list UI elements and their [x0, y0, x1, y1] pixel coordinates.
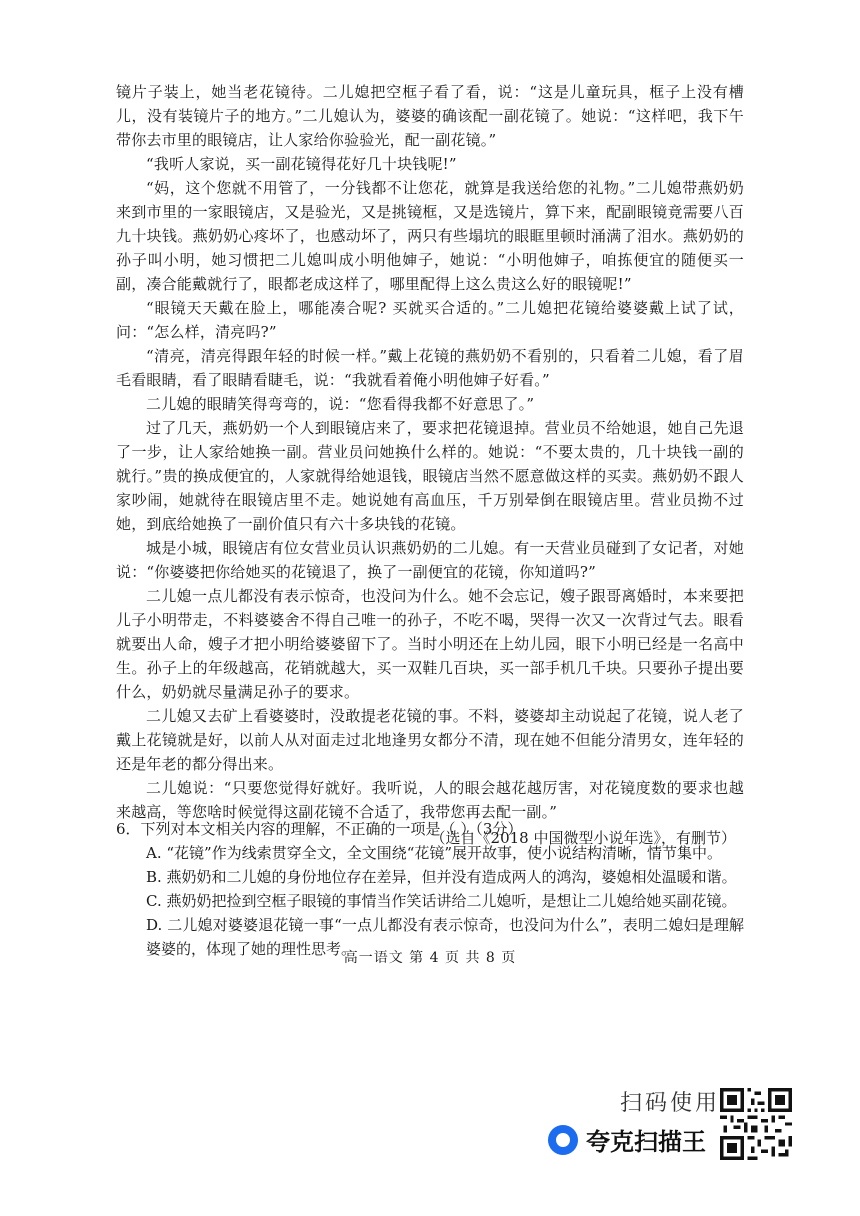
quark-logo-icon	[548, 1125, 578, 1155]
scan-label: 扫码使用	[620, 1091, 721, 1116]
paragraph-10: 二儿媳又去矿上看婆婆时，没敢提老花镜的事。不料，婆婆却主动说起了花镜，说人老了戴上花镜就是好，以前人从对面走过北地逢男女都分不清，现在她不但能分清男女，连年轻的还是年老的都分得出来。	[116, 707, 744, 773]
brand-name: 夸克扫描王	[586, 1128, 706, 1156]
option-a: A. “花镜”作为线索贯穿全文，全文围绕“花镜”展开故事，使小说结构清晰，情节集中。	[146, 844, 723, 862]
paragraph-1: 镜片子装上，她当老花镜待。二儿媳把空框子看了看，说：“这是儿童玩具，框子上没有槽儿，没有装镜片子的地方。”二儿媳认为，婆婆的确该配一副花镜了。她说：“这样吧，我下午带你去市里的眼镜店，让人家给你验验光，配一副花镜。”	[116, 83, 744, 149]
question-6	[116, 817, 744, 961]
story-text	[116, 80, 744, 850]
qr-code-icon[interactable]	[720, 1088, 792, 1160]
paragraph-5: “清亮，清亮得跟年轻的时候一样。”戴上花镜的燕奶奶不看别的，只看着二儿媳，看了眉毛看眼睛，看了眼睛看睫毛，说：“我就看着俺小明他婶子好看。”	[116, 347, 744, 389]
option-b: B. 燕奶奶和二儿媳的身份地位存在差异，但并没有造成两人的鸿沟，婆媳相处温暖和谐。	[146, 868, 737, 886]
option-c: C. 燕奶奶把捡到空框子眼镜的事情当作笑话讲给二儿媳听，是想让二儿媳给她买副花镜。	[146, 892, 737, 910]
scanner-brand	[548, 1122, 706, 1157]
paragraph-3: “妈，这个您就不用管了，一分钱都不让您花，就算是我送给您的礼物。”二儿媳带燕奶奶来到市里的一家眼镜店，又是验光，又是挑镜框，又是选镜片，算下来，配副眼镜竟需要八百九十块钱。燕奶奶心疼坏了，也感动坏了，两只有些塌坑的眼眶里顿时涌满了泪水。燕奶奶的孙子叫小明，她习惯把二儿媳叫成小明他婶子，她说：“小明他婶子，咱拣便宜的随便买一副，凑合能戴就行了，眼都老成这样了，哪里配得上这么贵这么好的眼镜呢!”	[116, 179, 744, 293]
source-note: （选自《2018 中国微型小说年选》，有删节）	[430, 829, 736, 847]
paragraph-11: 二儿媳说：“只要您觉得好就好。我听说，人的眼会越花越厉害，对花镜度数的要求也越来越高，等您啥时候觉得这副花镜不合适了，我带您再去配一副。”	[116, 779, 744, 821]
paragraph-8: 城是小城，眼镜店有位女营业员认识燕奶奶的二儿媳。有一天营业员碰到了女记者，对她说：“你婆婆把你给她买的花镜退了，换了一副便宜的花镜，你知道吗?”	[116, 539, 744, 581]
paragraph-6: 二儿媳的眼睛笑得弯弯的，说：“您看得我都不好意思了。”	[146, 395, 535, 413]
question-stem: 6．下列对本文相关内容的理解，不正确的一项是（ ）（3分）	[116, 820, 523, 838]
page-footer: 高一语文 第 4 页 共 8 页	[343, 950, 517, 966]
paragraph-2: “我听人家说，买一副花镜得花好几十块钱呢!”	[146, 155, 457, 173]
paragraph-9: 二儿媳一点儿都没有表示惊奇，也没问为什么。她不会忘记，嫂子跟哥离婚时，本来要把儿子小明带走，不料婆婆舍不得自己唯一的孙子，不吃不喝，哭得一次又一次背过气去。眼看就要出人命，嫂子才把小明给婆婆留下了。当时小明还在上幼儿园，眼下小明已经是一名高中生。孙子上的年级越高，花销就越大，买一双鞋几百块，买一部手机几千块。只要孙子提出要什么，奶奶就尽量满足孙子的要求。	[116, 587, 744, 701]
paragraph-7: 过了几天，燕奶奶一个人到眼镜店来了，要求把花镜退掉。营业员不给她退，她自己先退了一步，让人家给她换一副。营业员问她换什么样的。她说：“不要太贵的，几十块钱一副的就行。”贵的换成便宜的，人家就得给她退钱，眼镜店当然不愿意做这样的买卖。燕奶奶不跟人家吵闹，她就待在眼镜店里不走。她说她有高血压，千万别晕倒在眼镜店里。营业员拗不过她，到底给她换了一副价值只有六十多块钱的花镜。	[116, 419, 744, 533]
option-d: D. 二儿媳对婆婆退花镜一事“一点儿都没有表示惊奇，也没问为什么”，表明二媳妇是理解婆婆的，体现了她的理性思考。	[146, 916, 744, 958]
paragraph-4: “眼镜天天戴在脸上，哪能凑合呢? 买就买合适的。”二儿媳把花镜给婆婆戴上试了试，问：“怎么样，清亮吗?”	[116, 299, 744, 341]
